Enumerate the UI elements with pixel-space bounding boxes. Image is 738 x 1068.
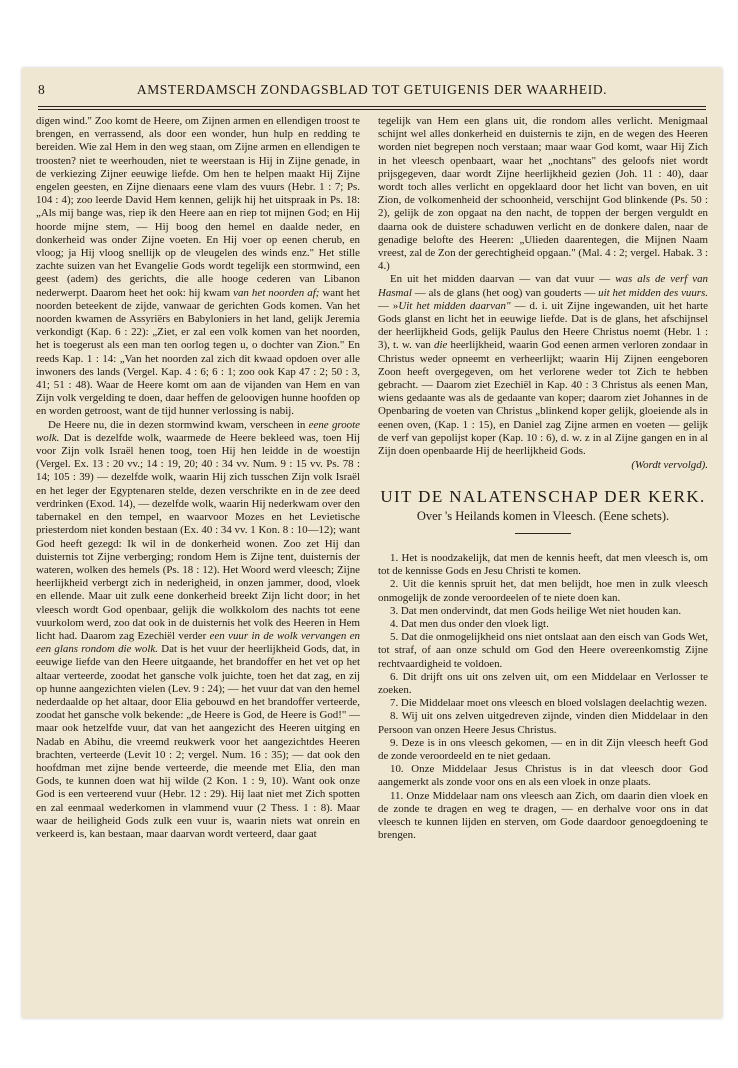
newspaper-page: [22, 68, 722, 1018]
list-item: 5. Dat die onmogelijkheid ons niet ontslaat aan den eisch van Gods Wet, tot straf, of aan onze schuld om God den Heere overeenkomstig Zijne rechtvaardigheid te voldoen.: [378, 631, 708, 670]
page-number: 8: [38, 82, 46, 97]
header-rule-thin: [38, 109, 706, 110]
continued-note: (Wordt vervolgd).: [631, 459, 708, 472]
list-item: 6. Dit drijft ons uit ons zelven uit, om een Middelaar en Verlosser te zoeken.: [378, 670, 708, 696]
numbered-list: [378, 552, 708, 842]
page-header: [38, 82, 706, 104]
paragraph: tegelijk van Hem een glans uit, die rondom alles verlicht. Menigmaal schijnt wel alles donkerheid en duisternis te zijn, en de wegen des Heeren worden niet begrepen noch verstaan; maar waar God komt, waar Hij Zich in het vleesch openbaart, waar het „nochtans" des geloofs niet wordt prijsgegeven, daar wordt Zijne heerlijkheid gezien (Joh. 11 : 40), daar wordt toch alles verlicht en opgeklaard door het licht van boven, en uit Zion, de volkomenheid der schoonheid, verschijnt God blinkende (Ps. 50 : 2), gelijk de zon opgaat na den nacht, de toppen der bergen verguldt en daarna ook de duistere schaduwen verlicht en de donkere dalen, naar de genadige belofte des Heeren: „Ulieden daarentegen, die Mijnen Naam vreest, zal de Zon der gerechtigheid opgaan." (Mal. 4 : 2; vergel. Habak. 3 : 4.): [378, 115, 708, 273]
list-item: 4. Dat men dus onder den vloek ligt.: [390, 617, 549, 630]
paragraph: digen wind." Zoo komt de Heere, om Zijnen armen en ellendigen troost te brengen, en verrassend, als door een wonder, hun hulp en redding te bereiden. Wie zal Hem in den weg staan, om Zijne armen en ellendigen te troosten? niet te weerhouden, niet te weerstaan is Hij in Zijne genade, in de verkiezing Zijner eeuwige liefde. Om hen te helpen maakt Hij Zijne engelen geesten, en Zijne dienaars eene vlam des vuurs (Hebr. 1 : 7; Ps. 104 : 4); zoo leerde David Hem kennen, gelijk hij het uitspraak in Ps. 18: „Als mij bange was, riep ik den Heere aan en riep tot mijnen God; en Hij hoorde mijne stem, — Hij boog den hemel en daalde neder, en donkerheid was onder Zijne voeten. En Hij voer op eenen cherub, en vloog; ja Hij vloog snellijk op de vleugelen des winds enz." Het stille zachte suizen van het Evangelie Gods wordt tegelijk een stormwind, een geest (adem) des gerichts, die alle hooge cederen van Libanon nederwerpt. Daarom heet het ook: hij kwam van het noorden af; want het noorden beteekent de zijde, vanwaar de gerichten Gods komen. Van het noorden kwamen de Assyriërs en Babyloniers in het land, gelijk Jeremia verkondigt (Kap. 6 : 22): „Ziet, er zal een volk komen van het noorden, het is toegerust als een man ten oorlog tegen u, o dochter van Zion." En reeds Kap. 1 : 14: „Van het noorden zal zich dit kwaad opdoen over alle inwoners des lands (Vergel. Kap. 4 : 6; 6 : 1; zoo ook Kap 47 : 2; 50 : 3, 41; 51 : 48). Waar de Heere komt om aan de vijanden van Hem en van Zijn volk vergelding te doen, daar heffen de geloovigen hunne hoofden op en worden getroost, want de tijd hunner verlossing is nabij.: [36, 115, 360, 418]
section-divider: [515, 533, 571, 534]
list-item: 10. Onze Middelaar Jesus Christus is in dat vleesch door God aangemerkt als zonde voor ons en als een vloek in onze plaats.: [378, 763, 708, 789]
section-title: UIT DE NALATENSCHAP DER KERK.: [380, 487, 706, 507]
list-item: 8. Wij uit ons zelven uitgedreven zijnde, vinden dien Middelaar in den Persoon van onzen Heere Jesus Christus.: [378, 710, 708, 736]
left-column: [36, 115, 360, 995]
publication-title: AMSTERDAMSCH ZONDAGSBLAD TOT GETUIGENIS DER WAARHEID.: [136, 82, 608, 97]
list-item: 1. Het is noodzakelijk, dat men de kennis heeft, dat men vleesch is, om tot de kennisse Gods en Jesu Christi te komen.: [378, 551, 708, 578]
section-subtitle: Over 's Heilands komen in Vleesch. (Eene schets).: [416, 508, 670, 523]
header-rule: [38, 106, 706, 107]
paragraph: En uit het midden daarvan — van dat vuur — was als de verf van Hasmal — als de glans (het oog) van gouderts — uit het midden des vuurs. — »Uit het midden daarvan" — d. i. uit Zijne ingewanden, uit het harte Gods glanst en licht het in eeuwige liefde. Dat is de glans, het afschijnsel der heerlijkheid Gods, gelijk Paulus den Heere Christus noemt (Hebr. 1 : 3), t. w. van die heerlijkheid, waarin God eenen armen verloren zondaar in Christus weder opneemt en verheerlijkt; waarin Hij Zijnen eengeboren Zoon heeft overgegeven, om het verlorene weder tot Zich te hebben gebracht. — Daarom ziet Ezechiël in Kap. 40 : 3 Christus als eenen Man, wiens gedaante was als de gedaante van koper; daarom ziet Johannes in de Openbaring de voeten van Christus „blinkend koper gelijk, gloeiende als in eenen oven, (Kap. 1 : 15), en Daniel zag Zijne armen en voeten — gelijk de verf van gepolijst koper (Kap. 10 : 6), d. w. z in al Zijne gangen en in al Zijn doen openbaarde Hij de heerlijkheid Gods.: [378, 273, 708, 458]
list-item: 3. Dat men ondervindt, dat men Gods heilige Wet niet houden kan.: [390, 604, 682, 617]
paragraph: De Heere nu, die in dezen stormwind kwam, verscheen in eene groote wolk. Dat is dezelfde wolk, waarmede de Heere bekleed was, toen Hij voor Zijn volk Israël henen toog, toen Hij hen leidde in de woestijn (Vergel. Ex. 13 : 20 vv.; 14 : 19, 20; 40 : 34 vv. Num. 9 : 15 vv. Ps. 78 : 14; 105 : 39) — dezelfde wolk, waarin Hij zich tusschen Zijn volk Israël en het leger der Egyptenaren stelde, dezen verschrikte en in de zee deed verdrinken (Exod. 14), — dezelfde wolk, waarin Hij nederkwam over den tabernakel en den tempel, en waarvoor Mozes en het Levietische priesterdom niet konden bestaan (Ex. 40 : 34 vv. 1 Kon. 8 : 10—12); want God heeft gezegd: Ik wil in de donkerheid wonen. Zoo zet Hij dan duisternis tot Zijne verberging; rondom Hem is Zijne tent, duisternis der wateren, wolken des hemels (Ps. 18 : 12). Het Woord werd vleesch; Zijne heerlijkheid verbergt zich in nederigheid, in onzen jammer, dood, vloek en ellende. Maar uit zulk eene donkerheid breekt Zijn licht door; in het vleesch wordt God openbaar, gelijk die wolkkolom des nachts tot eene vuurkolom werd, zoo dat ook in de duisternis het volk des Heeren in Hem licht had. Daarom zag Ezechiël verder een vuur in de wolk vervangen en een glans rondom die wolk. Dat is het vuur der heerlijkheid Gods, dat, in eeuwige liefde van den Heere uitgaande, het brandoffer en het vet op het altaar verteerde, zoodat het gansche volk juichte, toen het dat zag, en zij op hunne aangezichten vielen (Lev. 9 : 24); — het vuur dat van den hemel nederdaalde op het altaar, door Elia gebouwd en het brandoffer verteerde, zoodat het gansche volk bekende: „de Heere is God, de Heere is God!" — maar ook hetzelfde vuur, dat van het aangezicht des Heeren uitging en Nadab en Abihu, die vreemd reukwerk voor het aangezichtdes Heeren brachten, verteerde (Levit 10 : 2; vergel. Num. 16 : 35); — dat ook den hoofdman met zijne bende verteerde, die meende met Elia, den man Gods, te kunnen doen wat hij wilde (2 Kon. 1 : 9, 10). Want ook onze God is een verteerend vuur (Hebr. 12 : 29). Hij laat niet met Zich spotten en zal eenmaal wederkomen in vlammend vuur (2 Thess. 1 : 8). Maar waar de heiligheid Gods zulk een vuur is, waarin niets wat onrein en verkeerd is, kan bestaan, maar daarvan wordt verteerd, daar gaat: [36, 418, 360, 840]
list-item: 2. Uit die kennis spruit het, dat men belijdt, hoe men in zulk vleesch onmogelijk de zonde veroordeelen of te niete doen kan.: [378, 578, 708, 604]
list-item: 9. Deze is in ons vleesch gekomen, — en in dit Zijn vleesch heeft God de zonde veroordeeld en te niet gedaan.: [378, 736, 708, 762]
list-item: 7. Die Middelaar moet ons vleesch en bloed volslagen deelachtig wezen.: [390, 697, 707, 710]
list-item: 11. Onze Middelaar nam ons vleesch aan Zich, om daarin dien vloek en de zonde te dragen en weg te dragen, — en derhalve voor ons in dat vleesch te kunnen lijden en sterven, om Gode daardoor genoegdoening te brengen.: [378, 789, 708, 842]
right-column: [378, 115, 708, 995]
